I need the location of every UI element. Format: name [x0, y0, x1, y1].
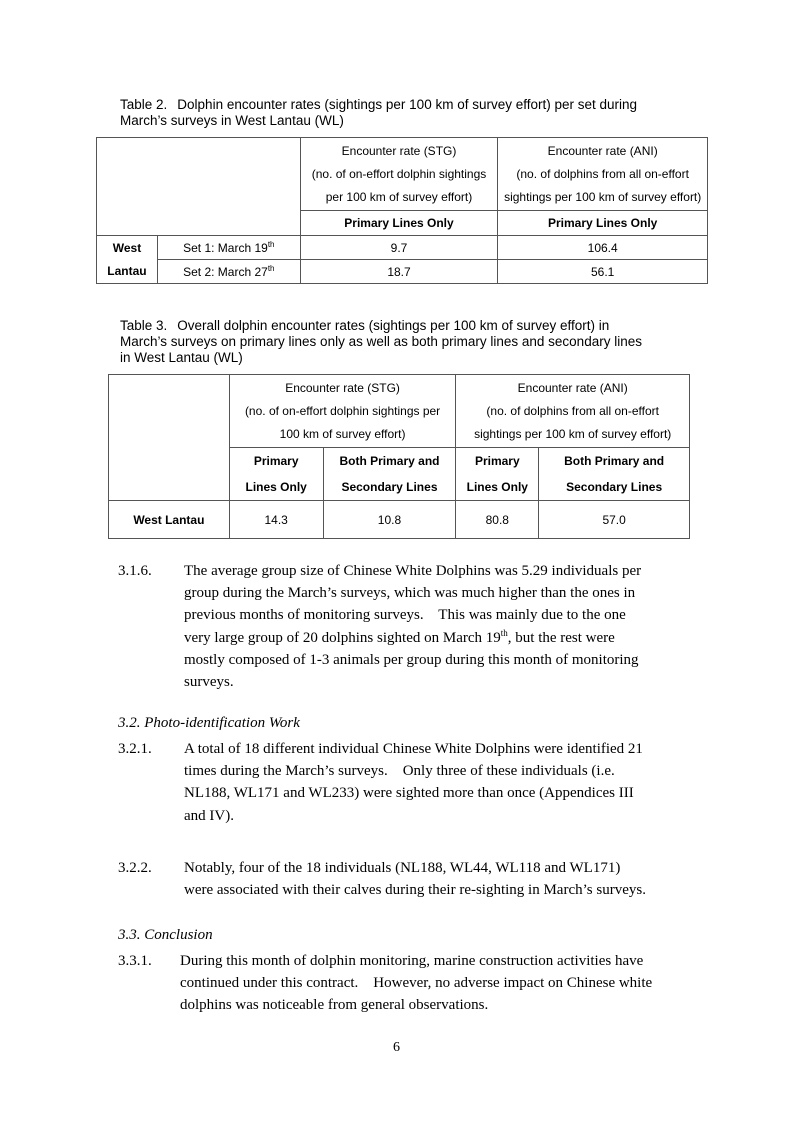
table3-caption [120, 318, 700, 366]
table3-caption-line3: in West Lantau (WL) [120, 350, 243, 365]
table3-stg-header: Encounter rate (STG) (no. of on-effort dolphin sightings per 100 km of survey effort) [229, 375, 456, 448]
paragraph-number: 3.2.2. [118, 860, 152, 876]
table3-ani-primary-col: Primary Lines Only [456, 448, 539, 501]
table2-caption [120, 97, 700, 129]
table2-row-set2: Set 2: March 27th [157, 260, 300, 284]
table2-set1-ani: 106.4 [498, 236, 708, 260]
table3-ani-primary-value: 80.8 [456, 501, 539, 539]
paragraph-3-1-6: 3.1.6. The average group size of Chinese White Dolphins was 5.29 individuals per group during the March’s surveys, which was much higher than the ones in previous months of monitoring surveys. This was mainly due to the one very large group of 20 dolphins sighted on March 19th, but the rest were mostly composed of 1-3 animals per group during this month of monitoring surveys. [118, 560, 698, 700]
table3-stg-both-col: Both Primary and Secondary Lines [323, 448, 456, 501]
table2-stg-header: Encounter rate (STG) (no. of on-effort dolphin sightings per 100 km of survey effort) [300, 138, 498, 211]
page-number: 6 [393, 1040, 400, 1055]
paragraph-number: 3.1.6. [118, 563, 152, 579]
table3-caption-line2: March’s surveys on primary lines only as well as both primary lines and secondary lines [120, 334, 642, 349]
table2-corner-cell [97, 138, 301, 236]
table3 [108, 374, 690, 539]
table2-number: Table 2. [120, 97, 168, 112]
table3-stg-primary-value: 14.3 [229, 501, 323, 539]
table2-caption-line2: March’s surveys in West Lantau (WL) [120, 113, 344, 128]
table2-area-label-top: West [97, 236, 158, 260]
paragraph-number: 3.3.1. [118, 953, 152, 969]
table2-area-label-bottom: Lantau [97, 260, 158, 284]
paragraph-number: 3.2.1. [118, 741, 152, 757]
table3-number: Table 3. [120, 318, 168, 333]
table3-corner-cell [109, 375, 230, 501]
table3-ani-both-value: 57.0 [539, 501, 690, 539]
table2-set1-stg: 9.7 [300, 236, 498, 260]
table2-set2-stg: 18.7 [300, 260, 498, 284]
section-heading-3-3: 3.3. Conclusion [118, 927, 213, 943]
paragraph-3-2-2: 3.2.2. Notably, four of the 18 individuals (NL188, WL44, WL118 and WL171) were associated with their calves during their re-sighting in March’s surveys. [118, 857, 698, 903]
table2 [96, 137, 708, 284]
table3-ani-header: Encounter rate (ANI) (no. of dolphins from all on-effort sightings per 100 km of survey effort) [456, 375, 690, 448]
table2-row-set1: Set 1: March 19th [157, 236, 300, 260]
table2-ani-primary-only: Primary Lines Only [498, 211, 708, 236]
table3-row-label: West Lantau [109, 501, 230, 539]
table2-ani-header: Encounter rate (ANI) (no. of dolphins from all on-effort sightings per 100 km of survey effort) [498, 138, 708, 211]
table2-set2-ani: 56.1 [498, 260, 708, 284]
table3-ani-both-col: Both Primary and Secondary Lines [539, 448, 690, 501]
paragraph-3-3-1: 3.3.1. During this month of dolphin monitoring, marine construction activities have continued under this contract. However, no adverse impact on Chinese white dolphins was noticeable from general observations. [118, 950, 698, 1020]
table3-stg-primary-col: Primary Lines Only [229, 448, 323, 501]
table2-stg-primary-only: Primary Lines Only [300, 211, 498, 236]
table3-stg-both-value: 10.8 [323, 501, 456, 539]
table3-caption-line1: Overall dolphin encounter rates (sightings per 100 km of survey effort) in [177, 318, 610, 333]
paragraph-3-2-1: 3.2.1. A total of 18 different individual Chinese White Dolphins were identified 21 times during the March’s surveys. Only three of these individuals (i.e. NL188, WL171 and WL233) were sighted more than once (Appendices III and IV). [118, 738, 698, 830]
table2-caption-line1: Dolphin encounter rates (sightings per 100 km of survey effort) per set during [177, 97, 638, 112]
section-heading-3-2: 3.2. Photo-identification Work [118, 715, 300, 731]
